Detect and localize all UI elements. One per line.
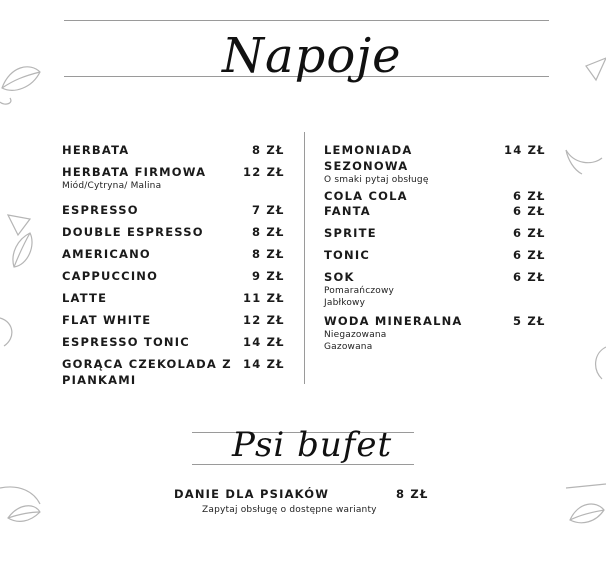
menu-item-price: 12 ZŁ — [243, 313, 285, 327]
menu-item-name: FANTA — [324, 204, 371, 218]
leaf-right-mid-icon — [562, 140, 606, 180]
menu-item-price: 6 ZŁ — [513, 189, 546, 203]
menu-item-price: 8 ZŁ — [252, 225, 285, 239]
menu-item — [62, 290, 290, 312]
leaf-right-bottom-icon — [560, 476, 606, 530]
menu-item — [62, 142, 290, 164]
menu-item-name: ESPRESSO TONIC — [62, 335, 190, 349]
menu-item — [324, 225, 550, 247]
menu-item — [62, 334, 290, 356]
menu-item — [62, 312, 290, 334]
menu-item-note: Miód/Cytryna/ Malina — [62, 181, 162, 191]
menu-item-price: 6 ZŁ — [513, 270, 546, 284]
header-rule-top — [64, 20, 549, 21]
menu-item — [62, 246, 290, 268]
menu-item-note: O smaki pytaj obsługę — [324, 175, 429, 185]
menu-item — [324, 188, 550, 203]
menu-item-name: SPRITE — [324, 226, 377, 240]
menu-item — [62, 268, 290, 290]
dog-menu-item — [174, 486, 444, 526]
menu-item — [324, 269, 550, 313]
menu-item-name: DOUBLE ESPRESSO — [62, 225, 204, 239]
menu-item-price: 11 ZŁ — [243, 291, 285, 305]
menu-item-price: 14 ZŁ — [243, 357, 285, 371]
leaf-left-mid-icon — [0, 205, 40, 275]
dog-section-title: Psi bufet — [232, 425, 393, 465]
menu-item — [324, 247, 550, 269]
menu-item-name: LEMONIADA SEZONOWA — [324, 143, 413, 173]
menu-item-name: HERBATA — [62, 143, 130, 157]
dog-item-note: Zapytaj obsługę o dostępne warianty — [202, 505, 377, 515]
dog-item-name: DANIE DLA PSIAKÓW — [174, 487, 330, 501]
menu-item-price: 6 ZŁ — [513, 248, 546, 262]
menu-item — [62, 202, 290, 224]
menu-item-name: CAPPUCCINO — [62, 269, 159, 283]
column-divider — [304, 132, 305, 384]
menu-item-price: 9 ZŁ — [252, 269, 285, 283]
menu-item — [324, 313, 550, 357]
menu-item-name: FLAT WHITE — [62, 313, 152, 327]
leaf-right-lower-icon — [584, 345, 606, 385]
menu-item-price: 8 ZŁ — [252, 247, 285, 261]
menu-item-name: WODA MINERALNA — [324, 314, 463, 328]
menu-item-name: ESPRESSO — [62, 203, 139, 217]
menu-item — [62, 224, 290, 246]
menu-item — [324, 203, 550, 225]
menu-item-price: 6 ZŁ — [513, 204, 546, 218]
dog-item-price: 8 ZŁ — [396, 487, 429, 501]
menu-item-note: Niegazowana Gazowana — [324, 330, 387, 352]
menu-item-name: LATTE — [62, 291, 108, 305]
leaf-left-top-icon — [0, 48, 44, 108]
menu-item-name: SOK — [324, 270, 355, 284]
left-menu-column — [62, 142, 290, 390]
menu-item — [324, 142, 550, 188]
leaf-left-bottom-icon — [0, 478, 44, 528]
menu-item-name: COLA COLA — [324, 189, 408, 203]
menu-item-price: 8 ZŁ — [252, 143, 285, 157]
leaf-right-top-icon — [566, 46, 606, 106]
menu-item-price: 12 ZŁ — [243, 165, 285, 179]
menu-item — [62, 356, 290, 390]
menu-item-price: 6 ZŁ — [513, 226, 546, 240]
menu-item-note: Pomarańczowy Jabłkowy — [324, 286, 395, 308]
menu-item-name: AMERICANO — [62, 247, 151, 261]
menu-item-price: 14 ZŁ — [504, 143, 546, 157]
section-title: Napoje — [222, 28, 402, 84]
menu-item — [62, 164, 290, 202]
right-menu-column — [324, 142, 550, 357]
menu-item-name: TONIC — [324, 248, 370, 262]
menu-item-price: 5 ZŁ — [513, 314, 546, 328]
leaf-left-lower-icon — [0, 312, 24, 352]
menu-item-price: 7 ZŁ — [252, 203, 285, 217]
menu-item-name: HERBATA FIRMOWA — [62, 165, 207, 179]
menu-item-name: GORĄCA CZEKOLADA Z PIANKAMI — [62, 357, 232, 387]
menu-item-price: 14 ZŁ — [243, 335, 285, 349]
